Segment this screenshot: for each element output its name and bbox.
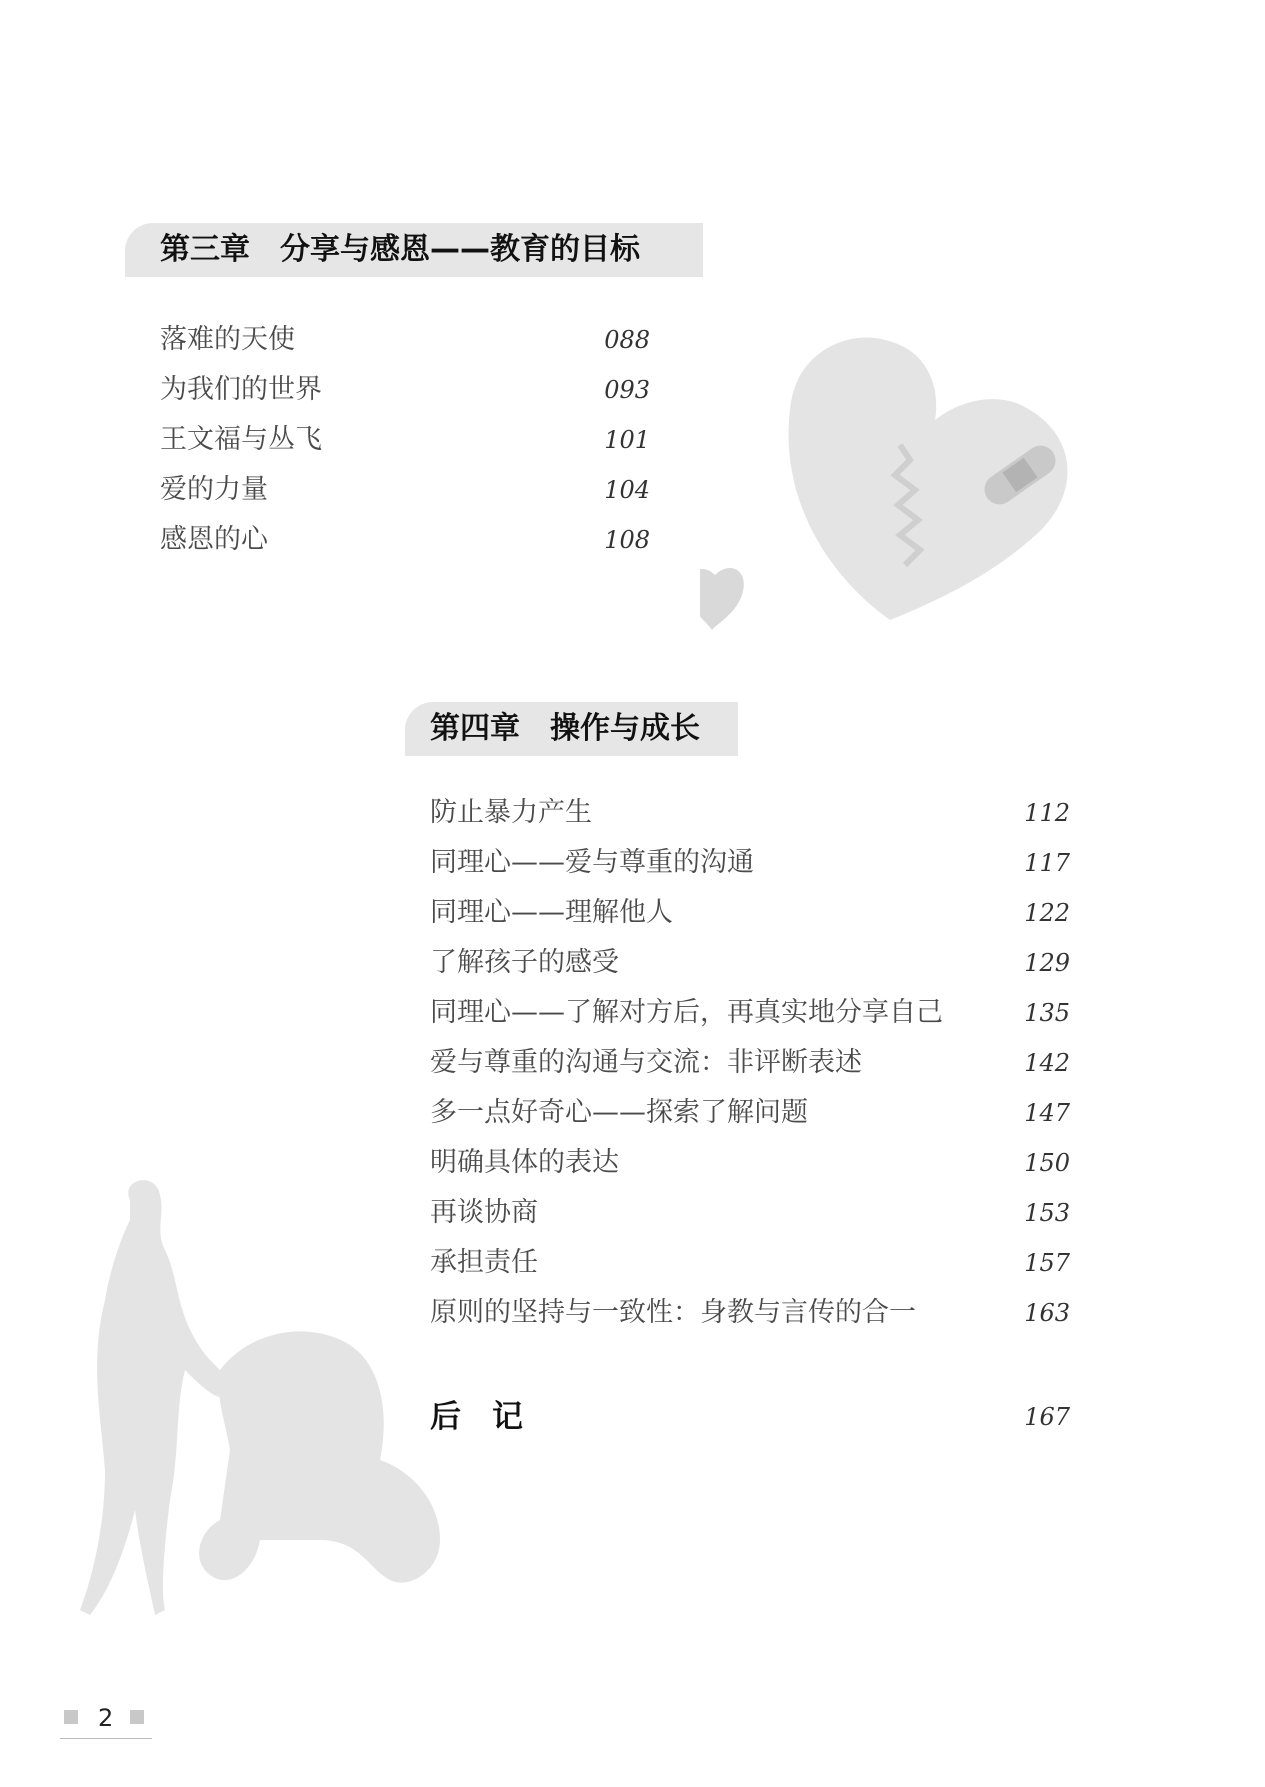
toc-entry-page: 093	[604, 376, 650, 404]
toc-entry[interactable]	[160, 415, 650, 465]
page-number: 2	[98, 1704, 114, 1732]
toc-entry-page: 117	[1024, 849, 1070, 877]
toc-entry-title: 同理心——理解他人	[430, 897, 673, 928]
toc-entry[interactable]	[430, 888, 1070, 938]
toc-entry-title: 爱与尊重的沟通与交流：非评断表述	[430, 1047, 862, 1078]
broken-heart-illustration	[700, 320, 1120, 650]
toc-entry-page: 163	[1024, 1299, 1070, 1327]
toc-entry-title: 感恩的心	[160, 524, 268, 555]
small-heart-icon	[700, 568, 744, 630]
toc-entry-page: 112	[1024, 799, 1070, 827]
page-footer	[60, 1700, 160, 1736]
afterword-page: 167	[1024, 1403, 1070, 1431]
toc-entry-page: 150	[1024, 1149, 1070, 1177]
chapter4-toc-list	[430, 788, 1070, 1338]
toc-entry-page: 142	[1024, 1049, 1070, 1077]
afterword-title: 后 记	[430, 1399, 523, 1435]
toc-entry-page: 147	[1024, 1099, 1070, 1127]
toc-entry[interactable]	[430, 838, 1070, 888]
toc-entry-title: 爱的力量	[160, 474, 268, 505]
toc-entry-title: 承担责任	[430, 1247, 538, 1278]
toc-entry[interactable]	[430, 1088, 1070, 1138]
toc-entry[interactable]	[160, 515, 650, 565]
toc-entry-title: 王文福与丛飞	[160, 424, 322, 455]
toc-entry-title: 原则的坚持与一致性：身教与言传的合一	[430, 1297, 916, 1328]
mother-stroller-silhouette	[60, 1170, 460, 1650]
toc-entry-title: 同理心——了解对方后，再真实地分享自己	[430, 997, 943, 1028]
toc-entry-page: 157	[1024, 1249, 1070, 1277]
toc-entry-title: 落难的天使	[160, 324, 295, 355]
toc-entry[interactable]	[430, 988, 1070, 1038]
toc-entry-title: 防止暴力产生	[430, 797, 592, 828]
stroller-silhouette-icon	[199, 1331, 440, 1582]
toc-entry-title: 了解孩子的感受	[430, 947, 619, 978]
toc-entry-page: 101	[604, 426, 650, 454]
chapter4-title: 第四章 操作与成长	[430, 711, 700, 746]
toc-entry[interactable]	[160, 465, 650, 515]
toc-entry[interactable]	[430, 1288, 1070, 1338]
footer-square-left-icon	[64, 1710, 78, 1724]
chapter3-title: 第三章 分享与感恩——教育的目标	[160, 232, 640, 267]
footer-rule	[60, 1738, 152, 1739]
toc-entry[interactable]	[430, 1238, 1070, 1288]
toc-entry-page: 088	[604, 326, 650, 354]
toc-entry[interactable]	[430, 938, 1070, 988]
toc-entry-title: 同理心——爱与尊重的沟通	[430, 847, 754, 878]
toc-entry-page: 153	[1024, 1199, 1070, 1227]
toc-entry[interactable]	[430, 1188, 1070, 1238]
toc-entry[interactable]	[430, 1138, 1070, 1188]
toc-entry-title: 再谈协商	[430, 1197, 538, 1228]
toc-entry-page: 108	[604, 526, 650, 554]
toc-entry[interactable]	[160, 365, 650, 415]
toc-entry[interactable]	[160, 315, 650, 365]
toc-entry-page: 104	[604, 476, 650, 504]
footer-square-right-icon	[130, 1710, 144, 1724]
toc-entry-page: 135	[1024, 999, 1070, 1027]
toc-entry-page: 129	[1024, 949, 1070, 977]
chapter3-toc-list	[160, 315, 650, 565]
toc-entry-title: 明确具体的表达	[430, 1147, 619, 1178]
toc-entry[interactable]	[430, 1038, 1070, 1088]
toc-entry-page: 122	[1024, 899, 1070, 927]
toc-entry-title: 为我们的世界	[160, 374, 322, 405]
toc-entry[interactable]	[430, 788, 1070, 838]
afterword-entry[interactable]	[430, 1390, 1070, 1444]
toc-entry-title: 多一点好奇心——探索了解问题	[430, 1097, 808, 1128]
